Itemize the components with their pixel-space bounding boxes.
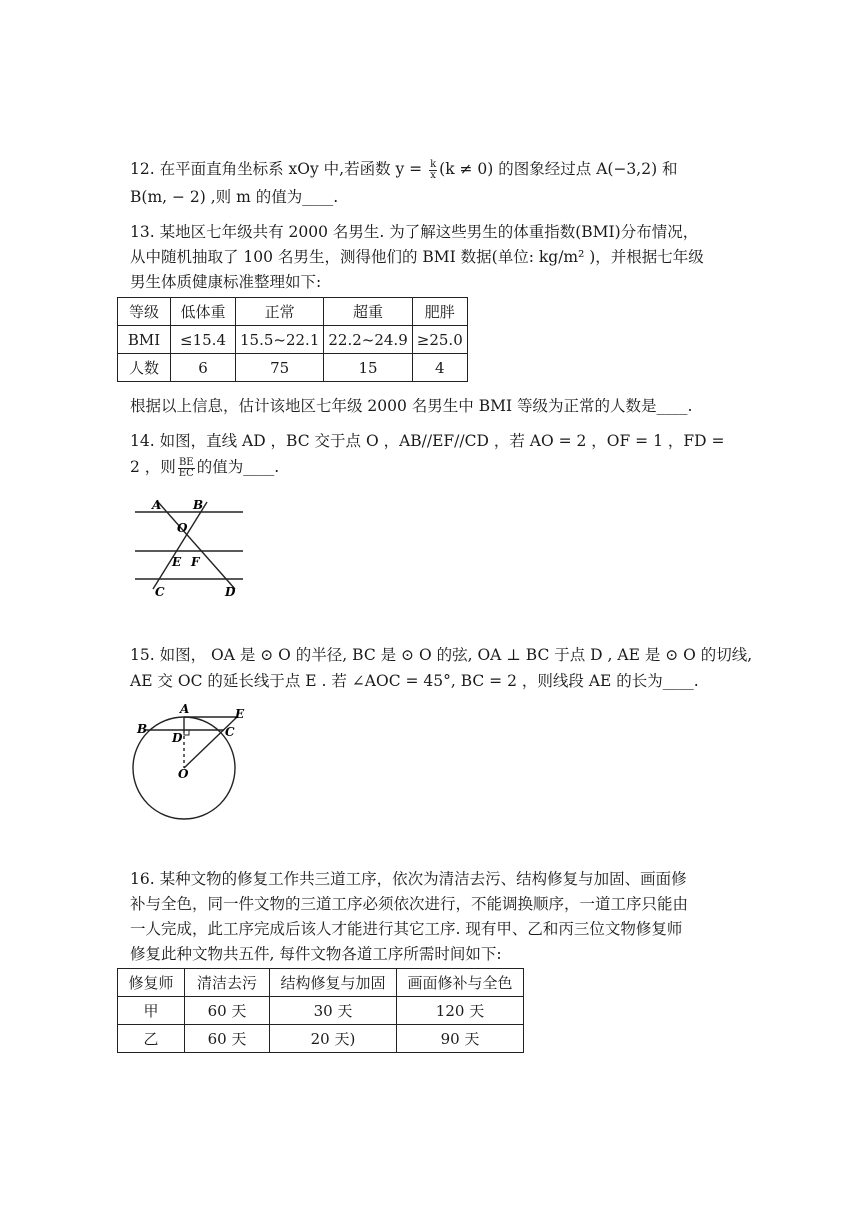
table-cell: 30 天 xyxy=(270,997,397,1025)
table-cell: 20 天) xyxy=(270,1025,397,1053)
q12-fraction xyxy=(429,160,437,181)
table-cell: 乙 xyxy=(118,1025,185,1053)
restoration-table xyxy=(117,968,524,1053)
q16-line4: 修复此种文物共五件, 每件文物各道工序所需时间如下: xyxy=(130,945,502,963)
q14-line1: 14. 如图，直线 AD ，BC 交于点 O ，AB//EF//CD ，若 AO = 2 ，OF = 1 ，FD = xyxy=(130,432,725,450)
table-cell: 清洁去污 xyxy=(185,969,270,997)
label-A: A xyxy=(180,702,190,716)
q12-line1 xyxy=(130,158,678,181)
q13-line2: 从中随机抽取了 100 名男生，测得他们的 BMI 数据(单位: kg/m² )，并根据七年级 xyxy=(130,248,704,266)
label-E: E xyxy=(172,555,182,569)
label-O: O xyxy=(178,767,189,781)
table-cell: 画面修补与全色 xyxy=(397,969,524,997)
q12-line2: B(m, − 2) ,则 m 的值为____. xyxy=(130,188,339,206)
table-cell: 75 xyxy=(236,354,324,382)
q16-line2: 补与全色，同一件文物的三道工序必须依次进行，不能调换顺序，一道工序只能由 xyxy=(130,895,689,913)
q16-line1: 16. 某种文物的修复工作共三道工序，依次为清洁去污、结构修复与加固、画面修 xyxy=(130,870,687,888)
label-B: B xyxy=(193,498,204,512)
table-cell: 6 xyxy=(171,354,236,382)
q14-line2 xyxy=(130,456,279,479)
label-B: B xyxy=(137,722,148,736)
table-row xyxy=(118,354,468,382)
table-cell: 22.2~24.9 xyxy=(324,326,412,354)
line-bc xyxy=(153,502,207,589)
q14-text-a: 2 ，则 xyxy=(130,458,176,476)
table-cell: 肥胖 xyxy=(412,298,467,326)
label-A: A xyxy=(152,498,162,512)
q12-frac-den: x xyxy=(430,169,436,181)
table-cell: 超重 xyxy=(324,298,412,326)
line-ad xyxy=(158,502,235,589)
q13-conclusion: 根据以上信息，估计该地区七年级 2000 名男生中 BMI 等级为正常的人数是____. xyxy=(130,397,693,415)
table-cell: 15 xyxy=(324,354,412,382)
q13-line1: 13. 某地区七年级共有 2000 名男生. 为了解这些男生的体重指数(BMI)分布情况， xyxy=(130,223,699,241)
table-cell: 甲 xyxy=(118,997,185,1025)
table-row xyxy=(118,298,468,326)
table-cell: 120 天 xyxy=(397,997,524,1025)
q12-text-a: 12. 在平面直角坐标系 xOy 中,若函数 y = xyxy=(130,160,428,178)
q15-line1: 15. 如图， OA 是 ⊙ O 的半径, BC 是 ⊙ O 的弦, OA ⊥ BC 于点 D , AE 是 ⊙ O 的切线, xyxy=(130,646,753,664)
right-angle-mark xyxy=(184,730,189,735)
label-E: E xyxy=(235,707,245,721)
table-cell: 60 天 xyxy=(185,1025,270,1053)
table-cell: 等级 xyxy=(118,298,171,326)
table-cell: 60 天 xyxy=(185,997,270,1025)
q15-line2: AE 交 OC 的延长线于点 E . 若 ∠AOC = 45°, BC = 2 ，则线段 AE 的长为____. xyxy=(130,672,699,690)
table-row xyxy=(118,969,524,997)
table-cell: 正常 xyxy=(236,298,324,326)
label-D: D xyxy=(225,585,236,599)
label-F: F xyxy=(191,555,200,569)
q13-line3: 男生体质健康标准整理如下: xyxy=(130,273,322,291)
bmi-table xyxy=(117,297,468,382)
table-cell: 低体重 xyxy=(171,298,236,326)
table-cell: BMI xyxy=(118,326,171,354)
q14-text-b: 的值为____. xyxy=(196,458,280,476)
label-C: C xyxy=(225,725,235,739)
table-row xyxy=(118,326,468,354)
q14-parallel-lines-figure xyxy=(125,495,255,600)
q14-frac-num: BE xyxy=(178,456,194,468)
table-cell: ≤15.4 xyxy=(171,326,236,354)
label-O: O xyxy=(177,521,188,535)
q16-line3: 一人完成，此工序完成后该人才能进行其它工序. 现有甲、乙和丙三位文物修复师 xyxy=(130,920,683,938)
q14-frac-den: EC xyxy=(178,467,194,479)
q12-text-b: (k ≠ 0) 的图象经过点 A(−3,2) 和 xyxy=(439,160,678,178)
q12-frac-num: k xyxy=(430,158,437,170)
table-cell: 90 天 xyxy=(397,1025,524,1053)
table-cell: 15.5~22.1 xyxy=(236,326,324,354)
table-row xyxy=(118,1025,524,1053)
table-row xyxy=(118,997,524,1025)
q15-circle-figure xyxy=(125,700,255,820)
label-D: D xyxy=(172,731,183,745)
table-cell: 结构修复与加固 xyxy=(270,969,397,997)
label-C: C xyxy=(155,585,165,599)
table-cell: ≥25.0 xyxy=(412,326,467,354)
table-cell: 4 xyxy=(412,354,467,382)
table-cell: 修复师 xyxy=(118,969,185,997)
table-cell: 人数 xyxy=(118,354,171,382)
q14-fraction xyxy=(178,458,195,479)
